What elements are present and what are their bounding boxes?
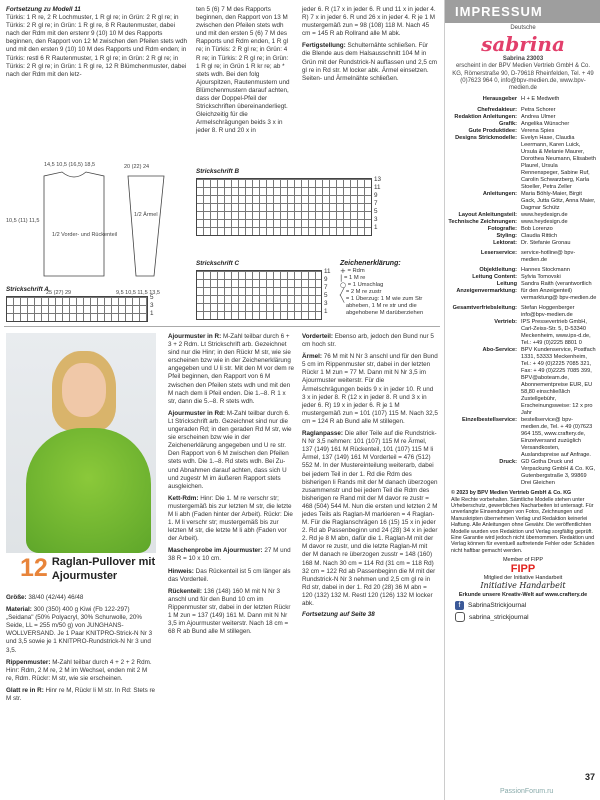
ruecken-text: 136 (148) 160 M mit N Nr 3 anschl und für den Bund 10 cm im Rippenmuster str, dabei in der letzten Rückr 1 M zun = 137 (149) 161 M. Dann mit N Nr 3,5 im Ajourmuster weiterstr. Nach 18 cm = 68 R ab Bund alle M stillegen. bbox=[168, 587, 291, 636]
staff-role: Abo-Service: bbox=[482, 347, 517, 354]
dim-sleeve-top: 20 (22) 24 bbox=[124, 164, 150, 170]
impressum-panel bbox=[444, 0, 600, 800]
brand-logo: sabrina bbox=[481, 32, 565, 57]
groesse-value: 38/40 (42/44) 46/48 bbox=[28, 594, 84, 601]
chart-c-row: 11 bbox=[324, 268, 331, 275]
staff-role: Objektleitung: bbox=[479, 267, 517, 274]
aermel-label: Ärmel: bbox=[302, 353, 322, 361]
aermel-text: 76 M mit N Nr 3 anschl und für den Bund 5 cm im Rippenmuster str, dabei in der letzten Rückr 1 M zun = 77 M. Dann mit N Nr 3,5 im Ajourmuster weiterstr. Für die Ärmelschrägungen beids 9 x in jeder 10. R und 3 x in jeder 8. R (12 x in jeder 8. R und 3 x in jeder 6. R) 19 x in jeder 6. R je 1 M mustergemäß zun = 101 (107) 115 M. Nach 32,5 cm = 124 R ab Bund alle M stillegen. bbox=[302, 353, 438, 425]
staff-name: Andrea Ulmer bbox=[521, 114, 556, 121]
yarnover-symbol-icon: ○ bbox=[340, 281, 347, 290]
dim-top: 14,5 10,5 (16,5) 18,5 bbox=[44, 162, 96, 168]
continued-on-page: Fortsetzung auf Seite 38 bbox=[302, 611, 375, 619]
model-photo bbox=[6, 333, 156, 553]
staff-row bbox=[445, 250, 597, 264]
probe-label: Maschenprobe im Ajourmuster: bbox=[168, 547, 263, 555]
staff-row bbox=[445, 121, 597, 128]
fipp-member-text: Member of FIPP bbox=[502, 557, 544, 564]
staff-row bbox=[445, 459, 597, 487]
glatt-label: Glatt re in R: bbox=[6, 686, 44, 694]
brand-issue: Sabrina 23003 bbox=[502, 56, 544, 63]
legend-item: = Rdm bbox=[347, 268, 365, 275]
front-back-label: 1/2 Vorder- und Rückenteil bbox=[52, 232, 118, 238]
rippen-label: Rippenmuster: bbox=[6, 658, 51, 666]
ruecken-label: Rückenteil: bbox=[168, 587, 202, 595]
legend-title: Zeichenerklärung: bbox=[340, 260, 401, 267]
kett-label: Kett-Rdm: bbox=[168, 494, 199, 502]
memberships bbox=[445, 557, 600, 598]
kett-text: Hinr: Die 1. M re verschr str; mustergemäß bis zur letzten M str, die letzte M li abh (Faden hinter der Arbeit). Rückr: Die 1. M li verschr str; mustergemäß bis zur letzten M str, die letzte M li abh (Faden vor der Arbeit). bbox=[168, 494, 293, 543]
staff-role: Vertrieb: bbox=[494, 319, 517, 326]
staff-row bbox=[445, 128, 597, 135]
ajour-text: M-Zahl teilbar durch 6 + 3 + 2 Rdm. Lt Strickschrift arb. Gezeichnet sind nur die Hinr; in den Rückr M str, wie sie erscheinen bzw wie in der Zeichenerklärung angegeben und U li str. Mit den M vor dem re Pfeil beginnen, den Rapport von 6 M zwischen den Pfeilen stets wdh und mit den M nach dem li Pfeil enden. Die 1.–8. R 1 x str, dann die 5.–8. R stets wdh. bbox=[168, 333, 295, 405]
model-title-block bbox=[20, 554, 170, 583]
staff-role: Designs Strickmodelle: bbox=[455, 135, 517, 142]
staff-row bbox=[445, 212, 597, 219]
chart-a-row: 1 bbox=[150, 310, 154, 317]
ajour-label: Ajourmuster in R: bbox=[168, 333, 222, 340]
staff-role: Chefredakteur: bbox=[477, 107, 517, 114]
dim-sleeve-bottom: 9,5 10,5 11,5 13,5 bbox=[116, 290, 160, 296]
size-schematic bbox=[4, 156, 190, 306]
staff-role: Druck: bbox=[499, 459, 517, 466]
hinweis-text: Das Rückenteil ist 5 cm länger als das Vorderteil. bbox=[168, 567, 291, 583]
staff-row bbox=[445, 305, 597, 319]
facebook-icon: f bbox=[455, 601, 464, 610]
staff-row bbox=[445, 267, 597, 274]
continuation-column-2 bbox=[196, 6, 292, 136]
sleeve-outline bbox=[128, 176, 164, 276]
rdm-symbol-icon: + bbox=[340, 267, 346, 276]
vorder-text: Ebenso arb, jedoch den Bund nur 5 cm hoch str. bbox=[302, 333, 434, 349]
staff-row bbox=[445, 281, 597, 302]
dim-left: 10,5 (11) 11,5 bbox=[6, 218, 40, 224]
groesse-label: Größe: bbox=[6, 594, 27, 601]
chart-c-label: Strickschrift C bbox=[196, 260, 240, 267]
model-number: 12 bbox=[20, 554, 48, 582]
chart-c-row: 7 bbox=[324, 284, 328, 291]
staff-name: www.heydesign.de bbox=[521, 212, 568, 219]
staff-name: Verena Spies bbox=[521, 128, 555, 135]
staff-name: Maria Böhly-Maier, Birgit Gack, Jutta Götz, Anna Maier, Dagmar Schütz bbox=[521, 191, 596, 212]
rippen-value: M-Zahl teilbar durch 4 + 2 + 2 Rdm. Hinr: Rdm, 2 M re, 2 M im Wechsel, enden mit 2 M re, Rdm. Rückr: M str, wie sie erscheinen. bbox=[6, 658, 152, 682]
staff-row bbox=[445, 107, 597, 114]
staff-row bbox=[445, 219, 597, 226]
photo-green-sweater bbox=[26, 428, 151, 553]
staff-row bbox=[445, 114, 597, 121]
chart-c-grid bbox=[196, 270, 322, 320]
staff-row bbox=[445, 226, 597, 233]
chart-b-grid bbox=[196, 178, 372, 236]
chart-a-label: Strickschrift A bbox=[6, 286, 49, 293]
fertigstellung-heading: Fertigstellung: bbox=[302, 42, 346, 50]
staff-role: Anleitungen: bbox=[482, 191, 517, 198]
staff-row bbox=[445, 233, 597, 240]
staff-name: Sandra Raith (verantwortlich für den Anzeigenteil) vermarktung@ bpv-medien.de bbox=[521, 281, 597, 302]
staff-role: Gesamtverfriebsleitung: bbox=[452, 305, 517, 312]
front-back-outline bbox=[44, 172, 104, 276]
instagram-link[interactable] bbox=[455, 612, 591, 622]
raglan-label: Raglanpasse: bbox=[302, 430, 343, 438]
ajour-rd-text: M-Zahl teilbar durch 6. Lt Strickschrift arb. Gezeichnet sind nur die ungeraden Rd; in den geraden Rd M str, wie sie erscheinen bzw wie in der Zeichenerklärung angegeben und U re str. Den Rapport von 6 M zwischen den Pfeilen stets wdh. Die 1.–8. Rd stets wdh. Bei Zu- und Abnahmen darauf achten, dass sich U und zugestr M im äußeren Rapport stets ausgleichen. bbox=[168, 409, 292, 490]
continuation-heading: Fortsetzung zu Modell 11 bbox=[6, 6, 81, 13]
chart-a-row: 3 bbox=[150, 302, 154, 309]
legend-item: = 1 Umschlag bbox=[347, 282, 384, 289]
sleeve-label: 1/2 Ärmel bbox=[134, 212, 158, 218]
staff-row bbox=[445, 274, 597, 281]
legal-block bbox=[445, 487, 600, 557]
chart-c-row: 3 bbox=[324, 300, 328, 307]
rights-text: Alle Rechte vorbehalten. Sämtliche Modelle stehen unter Urheberschutz, gewerbliches Nacharbeiten ist untersagt. Für unverlangte Einsendungen von Fotos, Zeichnungen und Manuskripten übernehmen Verlag und Redaktion keinerlei Haftung. Alle Anleitungen ohne Gewähr. Die veröffentlichten Modelle wurden von Redaktion und Verlag sorgfältig geprüft. Eine Garantie wird jedoch nicht übernommen. Redaktion und Verlag können für eventuell auftretende Fehler oder Schäden nicht haftbar gemacht werden. bbox=[451, 496, 595, 554]
chart-c-row: 1 bbox=[324, 308, 328, 315]
staff-name: Evelyn Hase, Claudia Leermann, Karen Luick, Ursula & Melanie Maurer, Dorothea Neumann, Elisabeth Plaurel, Ursula Rennenspeger, Sabine Ruf, Carolin Schwarzberg, Karla Stoeller, Petra Zeller bbox=[521, 135, 596, 191]
instagram-icon bbox=[455, 612, 465, 622]
photo-face bbox=[62, 363, 106, 417]
impressum-header: IMPRESSUM bbox=[445, 0, 600, 23]
knit-symbol-icon: | bbox=[340, 274, 343, 283]
staff-role: Technische Zeichnungen: bbox=[448, 219, 517, 226]
staff-name: Angelika Wünscher bbox=[521, 121, 570, 128]
craftery-link[interactable]: Erkunde unsere Kreativ-Welt auf www.craftery.de bbox=[458, 592, 588, 599]
chart-a-row: 5 bbox=[150, 294, 154, 301]
staff-role: Gute Produktidee: bbox=[468, 128, 517, 135]
continuation-text-2: ten 5 (6) 7 M des Rapports beginnen, den Rapport von 13 M zwischen den Pfeilen stets wdh und mit den ersten 5 (6) 7 M des Rapports und Rdm enden, 1 R gl re; in Türkis: 2 R gl re; in Grün: 4 R re; in Türkis: 2 R gl re; in Grün: 1 R gl re; in Grün 1 R kr re; ab * stets wdh. Bei den folg Ajourspitzen, Rautenmustern und Blümchenmustern darauf achten, dass der Doppel-Pfeil der Strickschriften übereinanderliegt. Gleichzeitig für die Armelschrägungen beids 3 x in jeder 8. R und 20 x in bbox=[196, 6, 290, 135]
staff-role: Redaktion Anleitungen: bbox=[454, 114, 517, 121]
section-divider bbox=[4, 326, 440, 327]
staff-role: Layout Anleitungsteil: bbox=[458, 212, 517, 219]
legend-item: = 1 M re bbox=[343, 275, 366, 282]
chart-b-row: 13 bbox=[374, 176, 382, 183]
chart-a-rows bbox=[150, 294, 154, 318]
glatt-value: Hinr re M, Rückr li M str. In Rd: Stets re M str. bbox=[6, 686, 156, 703]
staff-row bbox=[445, 96, 597, 103]
staff-role: Leitung Anzeigenvermarktung: bbox=[456, 281, 517, 295]
staff-role: Styling: bbox=[496, 233, 517, 240]
chart-b-label: Strickschrift B bbox=[196, 168, 240, 175]
material-value: 300 (350) 400 g Kiwi (Fb 122-297) „Seidana" (50% Polyacryl, 30% Schurwolle, 20% Seide, LL = 255 m/50 g) von JUNGHANS-WOLLVERSAND. Je 1 Paar KNITPRO-Strick-N Nr 3 und 3,5 sowie je 1 KNITPRO-Rundstrick-N Nr 3 und 3,5. bbox=[6, 606, 153, 654]
staff-name: Petra Schorer bbox=[521, 107, 556, 114]
facebook-link[interactable] bbox=[455, 601, 591, 610]
continuation-text-3a: jeder 6. R (17 x in jeder 6. R und 11 x in jeder 4. R) 7 x in jeder 6. R und 26 x in jeder 4. R je 1 M mustergemäß zun = 98 (108) 118 M. Nach 45 cm = 145 R ab Rollrand alle M abk. bbox=[302, 6, 436, 38]
hinweis-label: Hinweis: bbox=[168, 567, 194, 575]
facebook-handle: SabrinaStrickjournal bbox=[468, 602, 527, 610]
probe-text: 27 M und 38 R = 10 x 10 cm. bbox=[168, 547, 291, 563]
instructions-column-right bbox=[302, 333, 438, 619]
staff-role: Grafik: bbox=[498, 121, 517, 128]
k2tog-symbol-icon: ╱ bbox=[340, 288, 345, 297]
staff-name: Hannes Stockmann bbox=[521, 267, 570, 274]
staff-role: Fotografie: bbox=[487, 226, 517, 233]
chart-a-grid bbox=[6, 296, 148, 322]
staff-name: BPV Kundenservice, Postfach 1331, 53333 Meckenheim, Tel.: + 49 (0)2225 7085 321, Fax: + 49 (0)2225 7085 399, BPV@aboteam.de, Abonnementpreise EUR, EU 58,80 einschließlich Zustellgebühr, Erscheinungsweise: 12 x pro Jahr bbox=[521, 347, 596, 417]
watermark: PassionForum.ru bbox=[500, 788, 554, 795]
legend-item: = 2 M re zustr bbox=[345, 289, 382, 296]
staff-name: Sylvia Tomovski bbox=[521, 274, 561, 281]
model-title: Raglan-Pullover mit Ajourmuster bbox=[51, 555, 156, 582]
chart-b-row: 11 bbox=[374, 184, 381, 191]
staff-row bbox=[445, 417, 597, 459]
staff-name: Dr. Stefanie Gronau bbox=[521, 240, 571, 247]
raglan-text: Die aller Teile auf die Rundstrick-N Nr 3,5 nehmen: 101 (107) 115 M re Ärmel, 137 (149) 161 M Rückenteil, 101 (107) 115 M li Ärmel, 137 (149) 161 M Vorderteil = 476 (512) 552 M. In der Mustereinteilung weiterarb, dabei bei jedem Teil in der 1. Rd die Rdm des bisherigen li Rands mit der M danach überzogen zusammenstr und bei jedem Teil die Rdm des bisherigen re Rand mit der M davor re zustr = 468 (504) 544 M. Nun die ersten und letzten 2 M jedes Teils als Raglan-M markieren = 4 Raglan-M. Für die Raglanschrägen 16 (15) 15 x in jeder 2. Rd ab Passenbeginn und 24 (28) 34 x in jeder 2. Rd je 8 M abn, dafür die 1. Raglan-M mit der M davor re zustr, und die letzte Raglan-M mit der M danach re überzogen zusstr = 148 (160) 168 M. Nach 30 cm = 114 Rd (31 cm = 118 Rd) 32 cm = 122 Rd ab Passenbeginn die M mit der Rundstrick-N Nr 3 nehmen und 2,5 cm gl re in Rd str, dabei in der 1. Rd 20 (28) 36 M abn = 120 (132) 132 M. Restl 120 (126) 132 M locker abk. bbox=[302, 430, 438, 607]
staff-row bbox=[445, 240, 597, 247]
chart-c-row: 5 bbox=[324, 292, 328, 299]
dim-bottom: 25 (27) 29 bbox=[46, 290, 72, 296]
material-label: Material: bbox=[6, 606, 32, 614]
vorder-label: Vorderteil: bbox=[302, 333, 334, 340]
brand-small: Deutsche bbox=[510, 25, 536, 31]
staff-role: Leserservice: bbox=[480, 250, 517, 257]
staff-name: service-hotline@ bpv-medien.de bbox=[521, 250, 576, 264]
initiative-logo: Initiative Handarbeit bbox=[480, 581, 566, 591]
staff-row bbox=[445, 191, 597, 212]
model-specs bbox=[6, 594, 156, 703]
staff-name: www.heydesign.de bbox=[521, 219, 568, 226]
instagram-handle: sabrina_strickjournal bbox=[469, 613, 529, 621]
fertigstellung-text: Schulternähte schließen. Für die Blende aus dem Halsausschnitt 104 M in Grün mit der Rundstrick-N auffassen und 2,5 cm gl re in Rd str. M locker abk. Ärmel einsetzen. Seiten- und Ärmelnähte schließen. bbox=[302, 42, 437, 82]
staff-name: Bob Lorenzo bbox=[521, 226, 553, 233]
staff-name: IPS Pressevertrieb GmbH, Carl-Zeiss-Str. 5, D-53340 Meckenheim, www.ips-d.de, Tel.: +49 (0)2225 8801 0 bbox=[521, 319, 591, 347]
publisher-info: erscheint in der BPV Medien Vertrieb GmbH & Co. KG, Römerstraße 90, D-79618 Rheinfelden, Tel. + 49 (0)7623 964 0, info@bpv-medien.de, www.bpv-medien.de bbox=[452, 63, 594, 92]
legend-item: = 1 Überzug: 1 M wie zum Str abheben, 1 M re str und die abgehobene M darüberziehen bbox=[345, 296, 424, 317]
continuation-text-1: Türkis: 1 R re, 2 R Lochmuster, 1 R gl re; in Grün: 2 R gl re; in Türkis: 2 R gl re; in Grün: 1 R gl re, 8 R Rautenmuster, dabei nach der Rdm mit den erstenr 9 (10) 10 M des Rapports beginnen, den Rapport von 12 M zwischen den Pfeilen stets wdh und mit den ersten 9 (10) 10 M des Rapports und Rdm enden; in Türkis: restl 6 R Rautenmuster, 1 R gl re; in Grün: 2 R gl re; in Türkis: 2 R gl re; in Grün: 1 R gl re, 12 R Blümchenmuster, dabei nach der Rdm mit den letz- bbox=[6, 14, 187, 78]
staff-role: Leitung Content: bbox=[472, 274, 517, 281]
staff-name: GD Gotha Druck und Verpackung GmbH & Co. KG, Gutenbergstraße 3, 99869 Drei Gleichen bbox=[521, 459, 595, 487]
staff-role: Lektorat: bbox=[493, 240, 517, 247]
instructions-column-middle bbox=[168, 333, 294, 636]
fipp-logo: FIPP bbox=[510, 563, 536, 576]
brand-block bbox=[445, 23, 600, 92]
chart-b-row: 1 bbox=[374, 224, 378, 231]
staff-row bbox=[445, 319, 597, 347]
staff-role: Herausgeber bbox=[482, 96, 517, 103]
continuation-column-1 bbox=[6, 6, 188, 79]
chart-c-rows bbox=[324, 268, 331, 316]
staff-name: Claudia Rittich bbox=[521, 233, 558, 240]
staff-row bbox=[445, 135, 597, 191]
staff-list bbox=[445, 96, 600, 487]
chart-b-row: 3 bbox=[374, 216, 378, 223]
chart-b-rows bbox=[374, 176, 381, 232]
ssk-symbol-icon: ╲ bbox=[340, 295, 345, 304]
staff-role: Einzelbestellservice: bbox=[461, 417, 517, 424]
continuation-column-3 bbox=[302, 6, 438, 83]
legend bbox=[340, 260, 440, 317]
ajour-rd-label: Ajourmuster in Rd: bbox=[168, 409, 226, 417]
staff-name: H + E Medweth bbox=[521, 96, 560, 103]
initiative-member-text: Mitglied der Initiative Handarbeit bbox=[483, 575, 563, 582]
chart-c-row: 9 bbox=[324, 276, 328, 283]
page-number: 37 bbox=[585, 772, 596, 782]
chart-b-row: 7 bbox=[374, 200, 378, 207]
chart-b-row: 9 bbox=[374, 192, 378, 199]
staff-name: bestellservice@ bpv-medien.de, Tel. + 49 (0)7623 964 155, www.craftery.de, Einzelversand zuzüglich Versandkosten, Auslandspreise auf Anfrage. bbox=[521, 417, 593, 459]
copyright: © 2023 by BPV Medien Vertrieb GmbH & Co. KG bbox=[451, 490, 572, 497]
staff-row bbox=[445, 347, 597, 417]
staff-name: Stefan Hoggenberger info@bpv-medien.de bbox=[521, 305, 575, 319]
chart-b-row: 5 bbox=[374, 208, 378, 215]
social-links bbox=[445, 598, 600, 625]
